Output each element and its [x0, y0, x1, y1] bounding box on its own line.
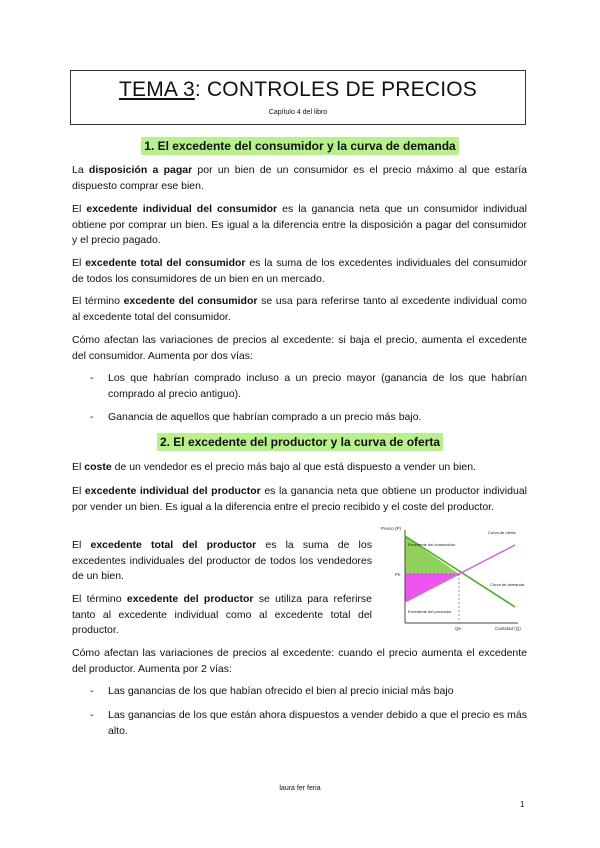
s1-paragraph-4: El término excedente del consumidor se usa para referirse tanto al excedente individual como al excedente total del consumidor.	[72, 295, 527, 323]
s1-paragraph-1: La disposición a pagar por un bien de un consumidor es el precio máximo al que estaría dispuesto comprar ese bien.	[72, 164, 527, 192]
s1-bullet-2: - Ganancia de aquellos que habrían comprado a un precio más bajo.	[90, 411, 422, 423]
pe-label: Pe	[395, 572, 401, 577]
s2-paragraph-4: El término excedente del productor se utiliza para referirse tanto al excedente individual como al excedente total del productor.	[72, 593, 372, 636]
y-axis-label: Precio (P)	[381, 526, 402, 531]
section1-heading: 1. El excedente del consumidor y la curva de demanda	[141, 137, 458, 155]
producer-surplus-label: Excedente del productor	[408, 609, 452, 614]
s2-paragraph-5: Cómo afectan las variaciones de precios al excedente: cuando el precio aumenta el excedente del productor. Aumenta por 2 vías:	[72, 647, 527, 675]
surplus-diagram	[380, 522, 530, 634]
s1-bullet-1: - Los que habrían comprado incluso a un precio mayor (ganancia de los que habrían comprado al precio antiguo).	[90, 372, 527, 400]
demand-curve-label: Curva de demanda	[490, 582, 525, 587]
title-rest: : CONTROLES DE PRECIOS	[194, 78, 477, 101]
title-box	[70, 70, 526, 125]
section2-heading: 2. El excedente del productor y la curva de oferta	[157, 433, 443, 451]
s2-paragraph-1: El coste de un vendedor es el precio más bajo al que está dispuesto a vender un bien.	[72, 461, 476, 473]
page-number: 1	[520, 800, 525, 809]
page-subtitle: Capítulo 4 del libro	[268, 109, 328, 116]
s1-paragraph-2: El excedente individual del consumidor es la ganancia neta que un consumidor individual obtiene por comprar un bien. Es igual a la diferencia entre la disposición a pagar del consumidor y el precio pagado.	[72, 203, 527, 246]
title-prefix: TEMA 3	[118, 78, 195, 101]
qe-label: Qe	[455, 626, 462, 631]
section2-heading-wrap	[0, 433, 600, 451]
footer-author: laura fer feria	[279, 785, 321, 792]
s2-paragraph-3: El excedente total del productor es la suma de los excedentes individuales del productor de todos los vendedores de un bien.	[72, 539, 372, 582]
s2-bullet-1: - Las ganancias de los que habían ofrecido el bien al precio inicial más bajo	[90, 685, 454, 697]
s2-bullet-2: - Las ganancias de los que están ahora dispuestos a vender debido a que el precio es más alto.	[90, 709, 527, 737]
page-title	[71, 78, 525, 102]
s1-paragraph-5: Cómo afectan las variaciones de precios al excedente: si baja el precio, aumenta el excedente del consumidor. Aumenta por dos vías:	[72, 334, 527, 362]
s2-paragraph-2: El excedente individual del productor es la ganancia neta que obtiene un productor individual por vender un bien. Es igual a la diferencia entre el precio recibido y el coste del productor.	[72, 485, 527, 513]
x-axis-label: Cantidad (Q)	[495, 626, 521, 631]
s1-paragraph-3: El excedente total del consumidor es la suma de los excedentes individuales del consumidor de todos los consumidores de un bien en un mercado.	[72, 257, 527, 285]
supply-curve-label: Curva de oferta	[488, 530, 516, 535]
section1-heading-wrap	[0, 137, 600, 155]
consumer-surplus-label: Excedente del consumidor	[408, 542, 456, 547]
